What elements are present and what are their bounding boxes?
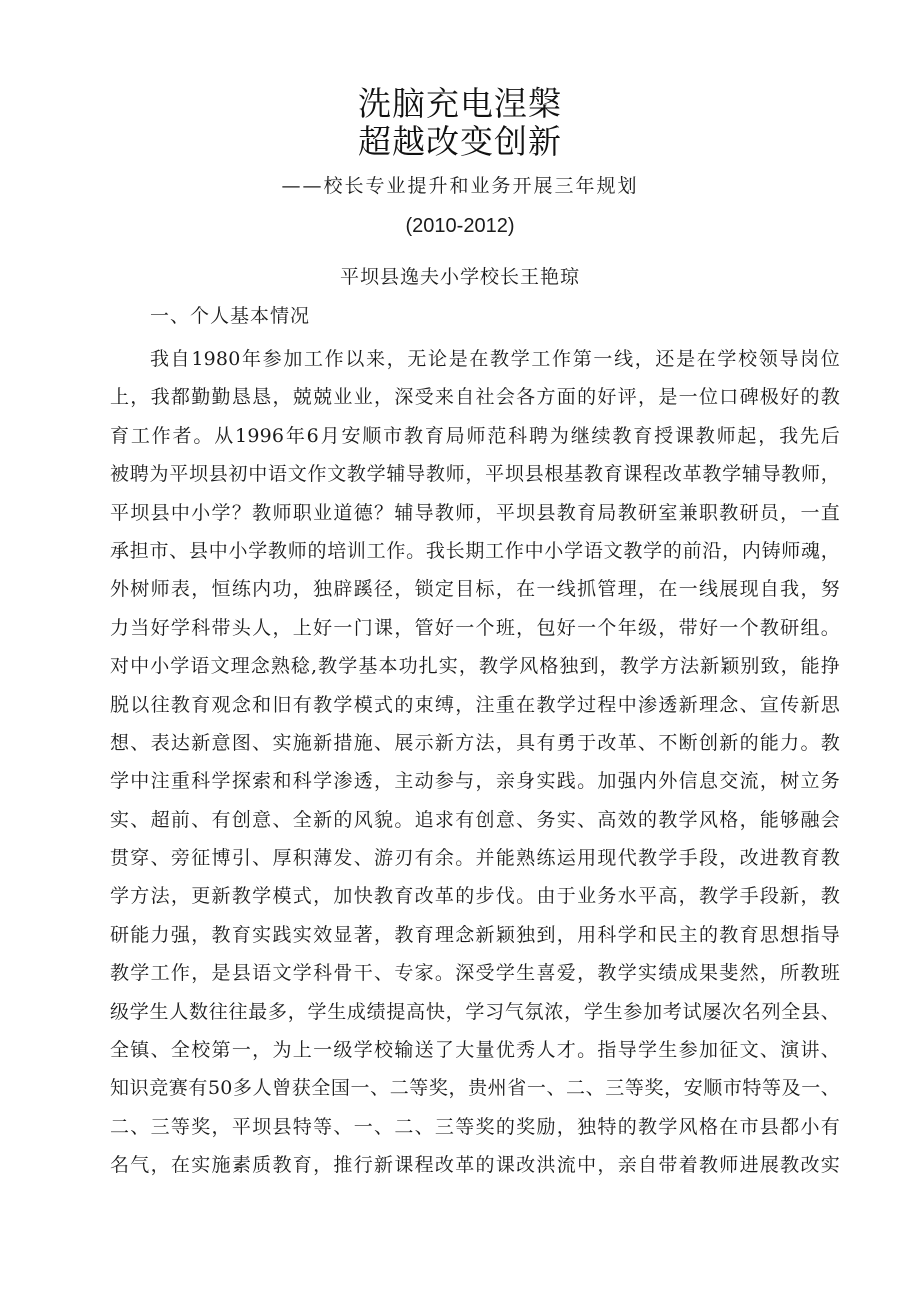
paragraph-line: 级学生人数往往最多，学生成绩提高快，学习气氛浓，学生参加考试屡次名列全县、 [110,1000,840,1023]
title-line-2: 超越改变创新 [358,122,562,161]
paragraph-line: 教学工作，是县语文学科骨干、专家。深受学生喜爱，教学实绩成果斐然，所教班 [110,962,840,985]
paragraph-line: 想、表达新意图、实施新措施、展示新方法，具有勇于改革、不断创新的能力。教 [110,731,840,754]
paragraph-line: 研能力强，教育实践实效显著，教育理念新颖独到，用科学和民主的教育思想指导 [110,923,840,946]
paragraph-line: 学中注重科学探索和科学渗透，主动参与，亲身实践。加强内外信息交流，树立务 [110,770,840,793]
section-heading: 一、个人基本情况 [150,305,311,327]
paragraph-line: 力当好学科带头人，上好一门课，管好一个班，包好一个年级，带好一个教研组。 [110,616,840,639]
paragraph-line: 外树师表，恒练内功，独辟蹊径，锁定目标，在一线抓管理，在一线展现自我，努 [110,578,840,601]
paragraph-line: 实、超前、有创意、全新的风貌。追求有创意、务实、高效的教学风格，能够融会 [110,808,840,831]
paragraph-line: 全镇、全校第一，为上一级学校输送了大量优秀人才。指导学生参加征文、演讲、 [110,1039,840,1062]
paragraph-line: 被聘为平坝县初中语文作文教学辅导教师，平坝县根基教育课程改革教学辅导教师， [110,463,840,486]
paragraph-line: 脱以往教育观念和旧有教学模式的束缚，注重在教学过程中渗透新理念、宣传新思 [110,693,840,716]
paragraph-line: 知识竞赛有50多人曾获全国一、二等奖，贵州省一、二、三等奖，安顺市特等及一、 [110,1077,840,1100]
paragraph-line: 育工作者。从1996年6月安顺市教育局师范科聘为继续教育授课教师起，我先后 [110,424,840,447]
paragraph-line: 学方法，更新教学模式，加快教育改革的步伐。由于业务水平高，教学手段新，教 [110,885,840,908]
paragraph-line: 名气，在实施素质教育，推行新课程改革的课改洪流中，亲自带着教师进展教改实 [110,1154,840,1177]
year-range: (2010-2012) [405,215,515,237]
title-line-1: 洗脑充电涅槃 [358,84,562,123]
paragraph-line: 贯穿、旁征博引、厚积薄发、游刃有余。并能熟练运用现代教学手段，改进教育教 [110,847,840,870]
paragraph-line: 平坝县中小学？教师职业道德？辅导教师，平坝县教育局教研室兼职教研员，一直 [110,501,840,524]
paragraph-line: 上，我都勤勤恳恳，兢兢业业，深受来自社会各方面的好评，是一位口碑极好的教 [110,386,840,409]
subtitle: ——校长专业提升和业务开展三年规划 [281,175,639,197]
author-line: 平坝县逸夫小学校长王艳琼 [339,266,580,288]
paragraph-line: 我自1980年参加工作以来，无论是在教学工作第一线，还是在学校领导岗位 [150,348,840,370]
paragraph-line: 承担市、县中小学教师的培训工作。我长期工作中小学语文教学的前沿，内铸师魂， [110,539,840,562]
paragraph-line: 二、三等奖，平坝县特等、一、二、三等奖的奖励，独特的教学风格在市县都小有 [110,1115,840,1138]
paragraph-line: 对中小学语文理念熟稔,教学基本功扎实，教学风格独到，教学方法新颖别致，能挣 [110,655,840,678]
body-paragraph [110,340,840,1185]
